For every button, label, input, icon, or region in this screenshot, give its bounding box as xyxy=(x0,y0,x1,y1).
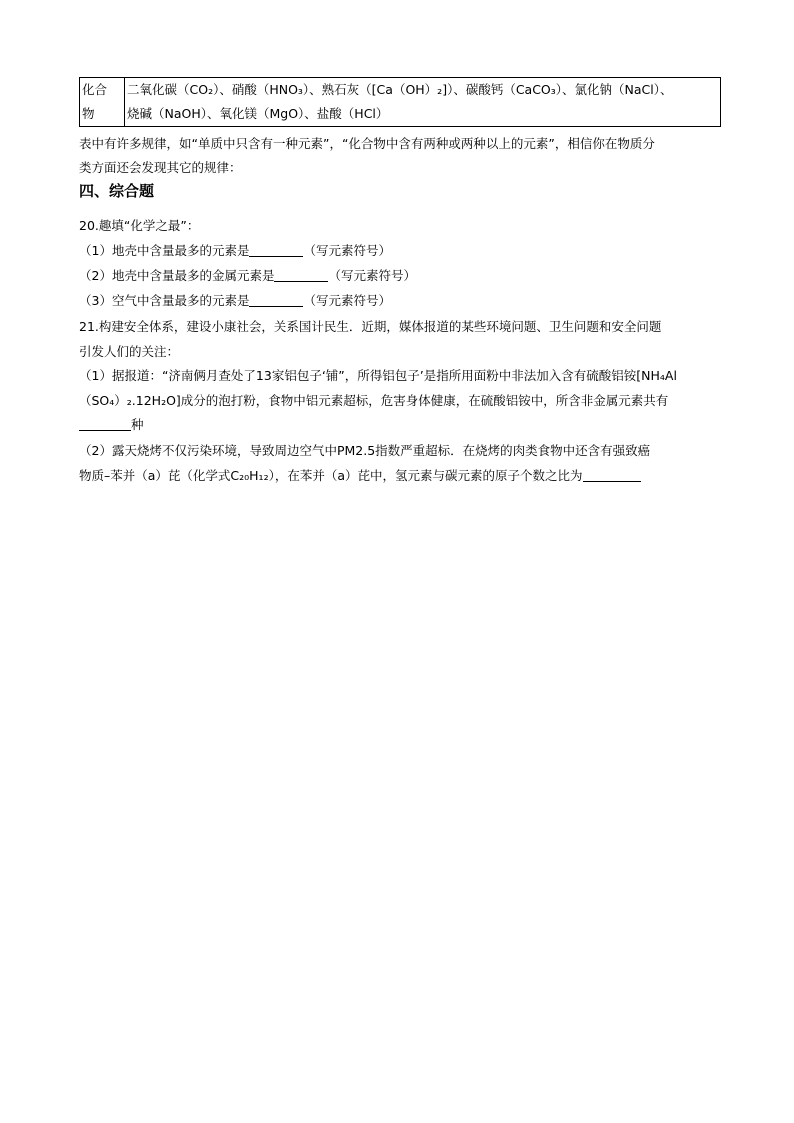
item-hint: （写元素符号） xyxy=(303,293,391,308)
question-21-part-2-line-1: （2）露天烧烤不仅污染环境，导致周边空气中PM2.5指数严重超标．在烧烤的肉类食物中还含有强致癌 xyxy=(79,443,651,458)
question-20-item-2 xyxy=(79,264,416,288)
question-20-item-3 xyxy=(79,289,391,313)
category-label-line2: 物 xyxy=(82,106,95,121)
answer-blank[interactable] xyxy=(583,467,641,482)
section-heading: 四、综合题 xyxy=(79,182,155,200)
item-text: 种 xyxy=(131,417,144,432)
question-21-line-2: 引发人们的关注： xyxy=(79,344,180,359)
answer-blank[interactable] xyxy=(249,292,303,307)
intro-line-1: 表中有许多规律，如“单质中只含有一种元素”，“化合物中含有两种或两种以上的元素”，相信你在物质分 xyxy=(79,136,655,151)
question-21-line-1: 21.构建安全体系，建设小康社会，关系国计民生．近期，媒体报道的某些环境问题、卫生问题和安全问题 xyxy=(79,319,662,334)
item-text: （2）地壳中含量最多的金属元素是 xyxy=(79,268,275,283)
question-21-part-2-line-2 xyxy=(79,464,641,488)
intro-line-2: 类方面还会发现其它的规律： xyxy=(79,160,242,175)
category-label-line1: 化合 xyxy=(82,82,108,97)
question-21-part-1-line-3 xyxy=(79,413,144,437)
category-cell xyxy=(80,78,125,127)
answer-blank[interactable] xyxy=(249,242,303,257)
item-hint: （写元素符号） xyxy=(303,243,391,258)
answer-blank[interactable] xyxy=(274,267,328,282)
item-text: （1）地壳中含量最多的元素是 xyxy=(79,243,250,258)
item-text: 物质–苯并（a）芘（化学式C₂₀H₁₂），在苯并（a）芘中，氢元素与碳元素的原子个数之比为 xyxy=(79,468,583,483)
question-20-title: 20.趣填“化学之最”： xyxy=(79,218,200,233)
table-row xyxy=(80,78,721,127)
answer-blank[interactable] xyxy=(79,416,131,431)
question-21-part-1-line-1: （1）据报道：“济南俩月查处了13家铝包子‘铺”，所得铝包子’是指所用面粉中非法加入含有硫酸铝铵[NH₄Al xyxy=(79,368,677,383)
compound-table xyxy=(79,77,721,127)
question-21-part-1-line-2: （SO₄）₂.12H₂O]成分的泡打粉，食物中铝元素超标，危害身体健康，在硫酸铝铵中，所含非金属元素共有 xyxy=(79,393,669,408)
compound-list-line2: 烧碱（NaOH）、氧化镁（MgO）、盐酸（HCl） xyxy=(127,106,389,121)
item-text: （3）空气中含量最多的元素是 xyxy=(79,293,250,308)
question-20-item-1 xyxy=(79,239,391,263)
item-hint: （写元素符号） xyxy=(328,268,416,283)
compound-list-cell xyxy=(125,78,721,127)
compound-list-line1: 二氧化碳（CO₂）、硝酸（HNO₃）、熟石灰（[Ca（OH）₂]）、碳酸钙（CaCO₃）、氯化钠（NaCl）、 xyxy=(127,82,673,97)
